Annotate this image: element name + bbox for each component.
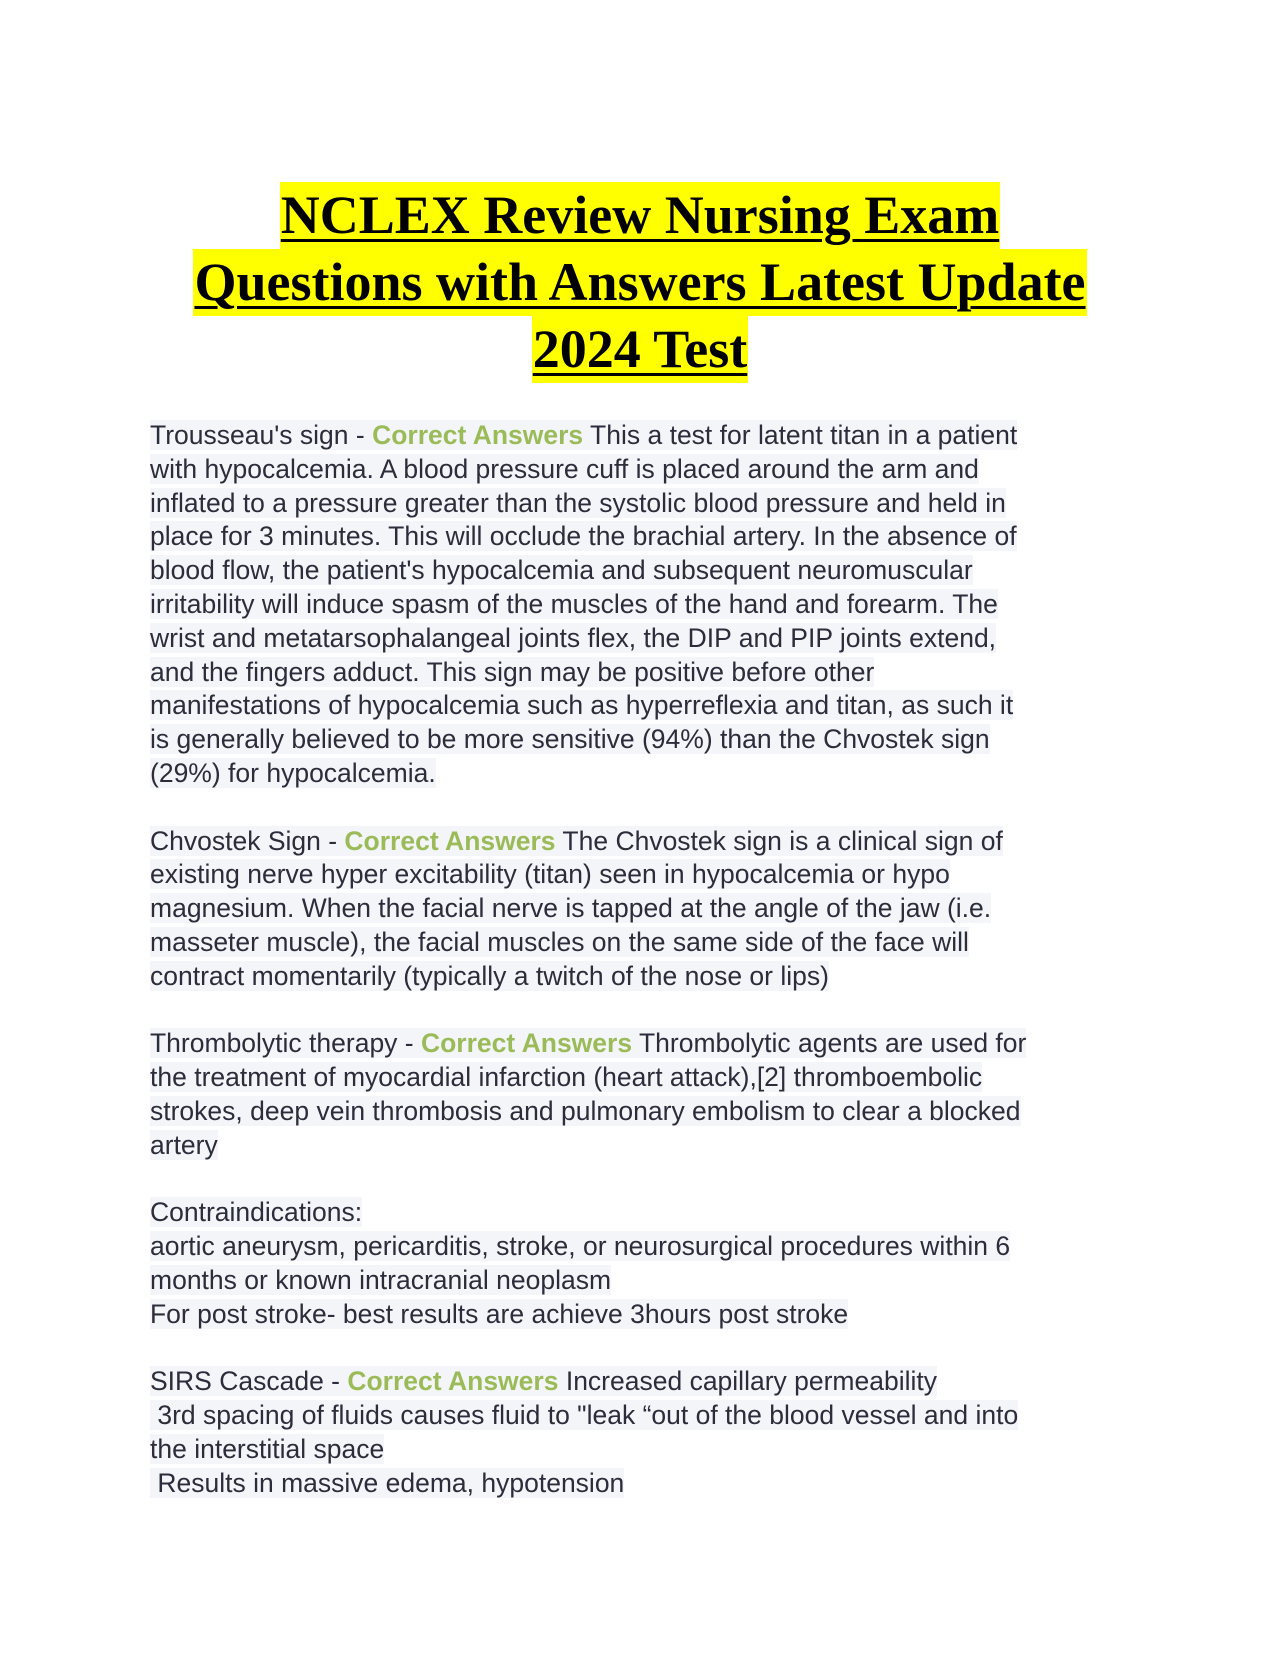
text-line — [150, 1433, 1150, 1467]
document-body — [150, 419, 1150, 1501]
term: Thrombolytic therapy - — [150, 1028, 421, 1059]
paragraph-first-line — [150, 419, 1150, 453]
answer-text: blood flow, the patient's hypocalcemia and subsequent neuromuscular — [150, 555, 973, 586]
text-line — [150, 487, 1150, 521]
answer-text: wrist and metatarsophalangeal joints flex, the DIP and PIP joints extend, — [150, 622, 997, 653]
text-line — [150, 1298, 1150, 1332]
term: Trousseau's sign - — [150, 420, 373, 450]
text-line — [150, 622, 1150, 656]
correct-answers-label: Correct Answers — [347, 1366, 559, 1397]
term: Contraindications: — [150, 1197, 363, 1228]
paragraph-first-line — [150, 825, 1150, 859]
qa-paragraph — [150, 419, 1150, 791]
answer-text: aortic aneurysm, pericarditis, stroke, or neurosurgical procedures within 6 — [150, 1231, 1011, 1262]
text-line — [150, 1095, 1150, 1129]
text-line — [150, 1129, 1150, 1163]
text-line — [150, 926, 1150, 960]
answer-text: This a test for latent titan in a patient — [583, 420, 1018, 450]
answer-text: irritability will induce spasm of the muscles of the hand and forearm. The — [150, 588, 998, 619]
text-line — [150, 892, 1150, 926]
qa-paragraph — [150, 1365, 1150, 1500]
answer-text: artery — [150, 1129, 218, 1160]
text-line — [150, 554, 1150, 588]
answer-text: magnesium. When the facial nerve is tapped at the angle of the jaw (i.e. — [150, 893, 992, 924]
paragraph-gap — [150, 791, 1150, 825]
term: Chvostek Sign - — [150, 825, 345, 856]
text-line — [150, 723, 1150, 757]
text-line — [150, 1230, 1150, 1264]
paragraph-first-line — [150, 1196, 1150, 1230]
correct-answers-label: Correct Answers — [420, 1028, 633, 1059]
answer-text: Increased capillary permeability — [558, 1366, 937, 1397]
text-line — [150, 1061, 1150, 1095]
answer-text: is generally believed to be more sensitive (94%) than the Chvostek sign — [150, 724, 990, 755]
text-line — [150, 1399, 1150, 1433]
correct-answers-label: Correct Answers — [372, 420, 584, 450]
answer-text: inflated to a pressure greater than the systolic blood pressure and held in — [150, 487, 1006, 518]
title-line: Questions with Answers Latest Update — [193, 249, 1086, 316]
answer-text: The Chvostek sign is a clinical sign of — [555, 825, 1003, 856]
answer-text: Thrombolytic agents are used for — [632, 1028, 1027, 1059]
paragraph-gap — [150, 1332, 1150, 1366]
text-line — [150, 689, 1150, 723]
term: SIRS Cascade - — [150, 1366, 348, 1397]
answer-text: with hypocalcemia. A blood pressure cuff is placed around the arm and — [150, 453, 979, 484]
answer-text: the treatment of myocardial infarction (heart attack),[2] thromboembolic — [150, 1062, 983, 1093]
text-line — [150, 757, 1150, 791]
text-line — [150, 520, 1150, 554]
qa-paragraph — [150, 825, 1150, 994]
answer-text: 3rd spacing of fluids causes fluid to "leak “out of the blood vessel and into — [150, 1400, 1019, 1431]
qa-paragraph — [150, 1027, 1150, 1162]
answer-text: existing nerve hyper excitability (titan) seen in hypocalcemia or hypo — [150, 859, 950, 890]
answer-text: contract momentarily (typically a twitch of the nose or lips) — [150, 960, 829, 991]
answer-text: months or known intracranial neoplasm — [150, 1264, 612, 1295]
text-line — [150, 588, 1150, 622]
title-line: NCLEX Review Nursing Exam — [280, 182, 1001, 249]
text-line — [150, 1467, 1150, 1501]
title-line: 2024 Test — [532, 316, 749, 383]
paragraph-first-line — [150, 1027, 1150, 1061]
answer-text: For post stroke- best results are achieve 3hours post stroke — [150, 1298, 849, 1329]
text-line — [150, 960, 1150, 994]
text-line — [150, 858, 1150, 892]
correct-answers-label: Correct Answers — [344, 825, 556, 856]
answer-text: place for 3 minutes. This will occlude the brachial artery. In the absence of — [150, 521, 1017, 552]
answer-text: manifestations of hypocalcemia such as hyperreflexia and titan, as such it — [150, 690, 1014, 721]
paragraph-first-line — [150, 1365, 1150, 1399]
answer-text: masseter muscle), the facial muscles on the same side of the face will — [150, 926, 969, 957]
text-line — [150, 1264, 1150, 1298]
text-line — [150, 453, 1150, 487]
answer-text: strokes, deep vein thrombosis and pulmonary embolism to clear a blocked — [150, 1095, 1021, 1126]
answer-text: the interstitial space — [150, 1433, 385, 1464]
document-title — [0, 182, 1280, 383]
paragraph-gap — [150, 994, 1150, 1028]
text-line — [150, 656, 1150, 690]
answer-text: Results in massive edema, hypotension — [150, 1467, 625, 1498]
answer-text: and the fingers adduct. This sign may be positive before other — [150, 656, 875, 687]
answer-text: (29%) for hypocalcemia. — [150, 757, 436, 788]
paragraph-gap — [150, 1163, 1150, 1197]
qa-paragraph — [150, 1196, 1150, 1331]
